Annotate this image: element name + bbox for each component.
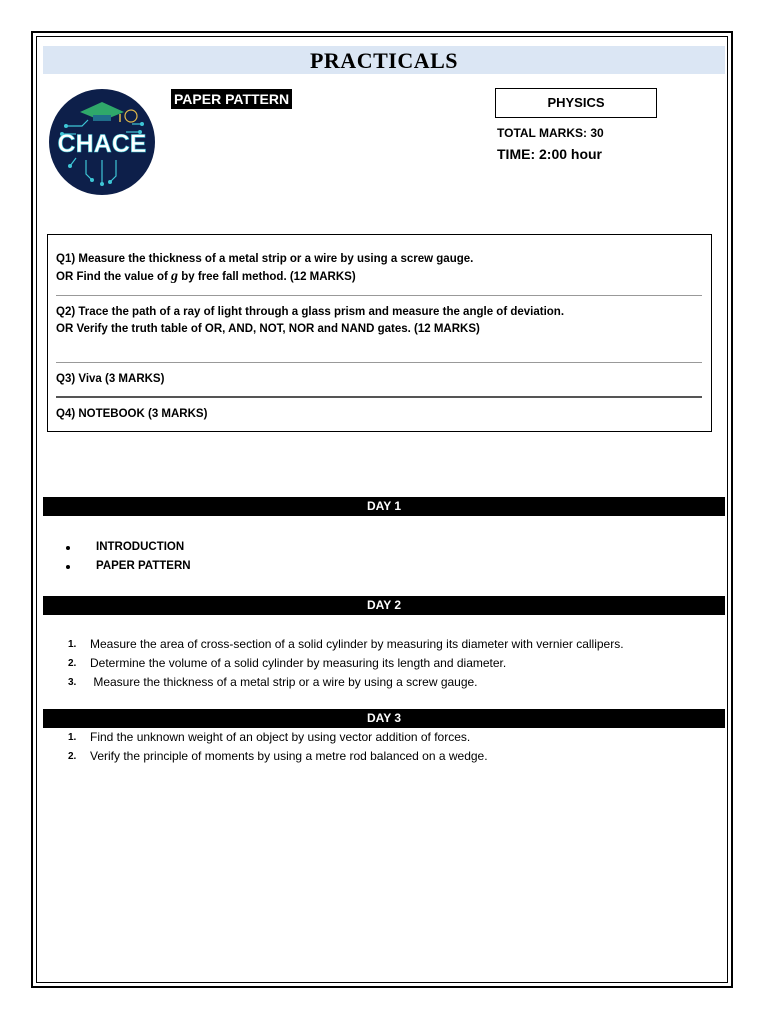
question-3: Q3) Viva (3 MARKS) (56, 373, 165, 385)
question-divider (56, 396, 702, 398)
subject-box: PHYSICS (495, 88, 657, 118)
day-1-list (66, 538, 191, 576)
question-4: Q4) NOTEBOOK (3 MARKS) (56, 408, 208, 420)
question-2: Q2) Trace the path of a ray of light through a glass prism and measure the angle of deviation. OR Verify the truth table of OR, AND, NOT, NOR and NAND gates. (12 MARKS) (56, 306, 565, 335)
question-1: Q1) Measure the thickness of a metal strip or a wire by using a screw gauge. OR Find the value of g by free fall method. (12 MARKS) (56, 253, 474, 284)
paper-pattern-label: PAPER PATTERN (171, 89, 292, 109)
list-item: 1. Find the unknown weight of an object by using vector addition of forces. (68, 730, 471, 744)
day-3-list (68, 728, 488, 766)
day-2-list (68, 635, 624, 692)
title-bar (43, 46, 725, 74)
day-1-header: DAY 1 (43, 497, 725, 516)
list-item: 2. Determine the volume of a solid cylinder by measuring its length and diameter. (68, 656, 507, 670)
list-item: 3. Measure the thickness of a metal strip or a wire by using a screw gauge. (68, 675, 478, 689)
day-2-header: DAY 2 (43, 596, 725, 615)
total-marks: TOTAL MARKS: 30 (497, 126, 604, 140)
list-item: PAPER PATTERN (66, 557, 191, 576)
list-item: INTRODUCTION (66, 538, 191, 557)
bullet-icon (66, 565, 70, 569)
bullet-icon (66, 546, 70, 550)
question-divider (56, 362, 702, 363)
logo-text: CHACE (57, 130, 147, 158)
chace-logo (46, 88, 158, 196)
day-3-header: DAY 3 (43, 709, 725, 728)
list-item: 2. Verify the principle of moments by using a metre rod balanced on a wedge. (68, 749, 488, 763)
page-title: PRACTICALS (309, 48, 459, 73)
exam-time: TIME: 2:00 hour (497, 146, 603, 162)
list-item: 1. Measure the area of cross-section of a solid cylinder by measuring its diameter with vernier callipers. (68, 637, 624, 651)
paper-pattern-box (47, 234, 712, 432)
question-divider (56, 295, 702, 296)
